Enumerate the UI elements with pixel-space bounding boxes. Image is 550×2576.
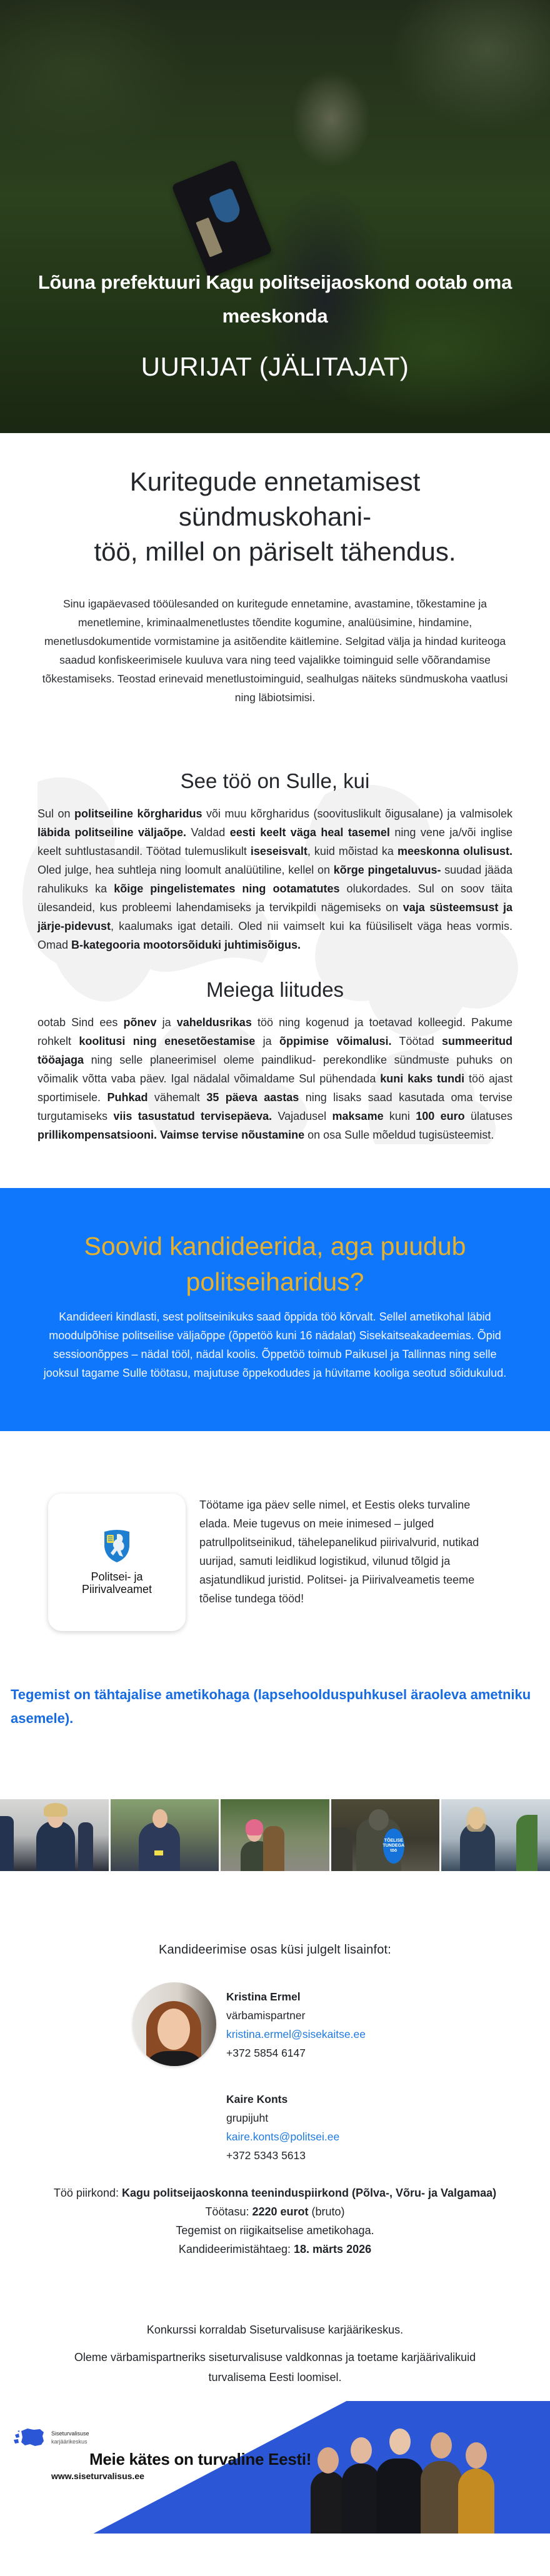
requirements-section — [0, 707, 550, 1188]
body-text: ja — [255, 1035, 280, 1047]
emphasis-text: meeskonna olulisust. — [397, 845, 512, 857]
position-status: Tegemist on riigikaitselise ametikohaga. — [176, 2224, 374, 2237]
banner-slogan: Meie kätes on turvaline Eesti! — [89, 2450, 312, 2469]
job-title: UURIJAT (JÄLITAJAT) — [141, 352, 409, 381]
organizer-line: Konkurssi korraldab Siseturvalisuse karjäärikeskus. — [146, 2324, 404, 2336]
about-section — [0, 1431, 550, 1631]
emphasis-text: Puhkad — [107, 1091, 148, 1104]
emphasis-text: kõrge pingetaluvus- — [333, 864, 441, 876]
ppa-coat-of-arms-icon — [103, 1529, 131, 1563]
emphasis-text: iseseisvalt — [250, 845, 308, 857]
career-center-url[interactable]: www.siseturvalisus.ee — [51, 2471, 144, 2481]
career-center-logo — [12, 2427, 89, 2449]
ppa-logo-card — [48, 1494, 186, 1631]
logo-line: Piirivalveamet — [81, 1583, 152, 1595]
contact-phone: +372 5343 5613 — [226, 2149, 306, 2162]
work-region — [50, 2184, 500, 2202]
emphasis-text: prillikompensatsiooni. Vaimse tervise nõustamine — [38, 1129, 305, 1141]
contact-card — [132, 1982, 408, 2066]
cta-heading: Soovid kandideerida, aga puudub politseiharidus? — [84, 1232, 466, 1296]
label: Töötasu: — [205, 2205, 252, 2218]
photo-officer-suit — [0, 1799, 109, 1871]
emphasis-text: vaja süsteemsust ja järje-pidevust — [38, 901, 512, 932]
body-text: Töötad — [391, 1035, 442, 1047]
body-text: Vajadusel — [272, 1110, 332, 1122]
team-photo-strip — [0, 1799, 550, 1871]
hero-text — [0, 266, 550, 382]
body-text: ülatuses — [464, 1110, 513, 1122]
intro-body: Sinu igapäevased tööülesanded on kuritegude ennetamine, avastamine, tõkestamine ja menetlemine, kriminaalmenetlustes tõendite kogumine, analüüsimine, hindamine, menetlusdokumentide vormistamine ja asitõendite käitlemine. Selgitad välja ja hindad kuriteoga saadud konfiskeerimisele kuuluva vara ning teed vajalikke toiminguid selle võõrandamise tõkestamiseks. Teostad erinevaid menetlustoiminguid, sealhulgas näiteks sündmuskoha vaatlusi ning läbiotsimisi. — [42, 597, 508, 704]
label: Kandideerimistähtaeg: — [178, 2243, 294, 2255]
body-text: ning vene ja/või inglise keelt suhtlustasandil. Töötad tulemuslikult — [38, 826, 512, 857]
organizer-line: Oleme värbamispartneriks siseturvalisuse valdkonnas ja toetame karjäärivalikuid — [74, 2351, 476, 2364]
no-education-cta-section — [0, 1188, 550, 1431]
contact-info — [226, 2085, 339, 2165]
body-text: suudad jääda rahulikuks ka — [38, 864, 512, 895]
body-text: vähemalt — [148, 1091, 207, 1104]
body-text: töö ajast sportimisele. — [38, 1072, 513, 1104]
intro-heading-line: Kuritegude ennetamisest — [129, 467, 421, 496]
banner-people-image — [311, 2445, 504, 2534]
estonia-map-icon — [12, 2427, 48, 2449]
toelise-tundega-badge — [383, 1829, 404, 1864]
photo-patrol-officer — [111, 1799, 219, 1871]
label: Töö piirkond: — [53, 2187, 122, 2199]
temporary-position-notice — [0, 1631, 550, 1730]
benefits-heading: Meiega liitudes — [206, 978, 344, 1001]
body-text: on osa Sulle mõeldud tugisüsteemist. — [304, 1129, 494, 1141]
requirements-heading: See töö on Sulle, kui — [180, 769, 370, 792]
job-facts — [0, 2184, 550, 2259]
contact-email-link[interactable]: kaire.konts@politsei.ee — [226, 2130, 340, 2143]
application-deadline — [50, 2240, 500, 2259]
emphasis-text: summeeritud tööajaga — [38, 1035, 513, 1066]
contact-phone: +372 5854 6147 — [226, 2047, 306, 2059]
body-text: kuni — [383, 1110, 416, 1122]
emphasis-text: kuni kaks tundi — [380, 1072, 465, 1085]
benefits-text — [38, 1013, 512, 1144]
contact-role: grupijuht — [226, 2112, 269, 2124]
body-text: ootab Sind ees — [38, 1016, 124, 1029]
emphasis-text: õppimise võimalusi. — [279, 1035, 392, 1047]
body-text: Sul on — [38, 807, 74, 820]
contact-card — [132, 2085, 408, 2165]
organizer-line: turvalisema Eesti loomisel. — [208, 2371, 342, 2384]
emphasis-text: koolitusi ning enesetõestamise — [79, 1035, 256, 1047]
body-text: ning selle planeerimisel oleme paindlikud- perekondlike sündmuste puhuks on võimalik võtta vaba päev. Igal nädalal võimaldame Sul pühendada — [38, 1054, 512, 1085]
emphasis-text: läbida politseiline väljaõpe. — [38, 826, 187, 839]
requirements-text — [38, 804, 512, 954]
contact-role: värbamispartner — [226, 2009, 306, 2022]
badge-text: TÕELISE — [384, 1839, 403, 1843]
body-text: Valdad — [186, 826, 230, 839]
body-text: ning lisaks saad kasutada oma tervise turgutamiseks — [38, 1091, 512, 1122]
emphasis-text: 100 euro — [416, 1110, 465, 1122]
contact-email-link[interactable]: kristina.ermel@sisekaitse.ee — [226, 2028, 366, 2040]
notice-text: Tegemist on tähtajalise ametikohaga (lapsehoolduspuhkusel äraoleva ametniku asemele). — [11, 1687, 531, 1726]
photo-officer-with-dog — [221, 1799, 329, 1871]
body-text: , kuid mõistad ka — [307, 845, 398, 857]
about-text: Töötame iga päev selle nimel, et Eestis oleks turvaline elada. Meie tugevus on meie inimesed – julged patrullpolitseinikud, tähelepanelikud piirivalvurid, nutikad uurijad, samuti leidlikud logistikud, vilunud tõlgid ja asjatundlikud juristid. Politsei- ja Piirivalveametis teeme tõelise tundega tööd! — [199, 1499, 479, 1605]
emphasis-text: politseiline kõrgharidus — [74, 807, 202, 820]
badge-text: TUNDEGA — [382, 1844, 405, 1848]
body-text: olukordades. Sul on soov täita ülesandeid, kus probleemi lahendamiseks ja tervikpildi nägemiseks on — [38, 882, 512, 914]
avatar-spacer — [132, 2085, 216, 2165]
contact-name: Kristina Ermel — [226, 1990, 301, 2003]
intro-heading-line: sündmuskohani- — [178, 502, 372, 531]
photo-office-officer — [441, 1799, 550, 1871]
contact-name: Kaire Konts — [226, 2093, 288, 2105]
suffix: (bruto) — [308, 2205, 345, 2218]
organizer-description — [0, 2347, 550, 2387]
organizer-section — [0, 2320, 550, 2387]
body-text: , kaalumaks igat detaili. Oled nii vaimselt kui ka füüsiliselt väga heas vormis. Omad — [38, 920, 512, 951]
photo-special-forces — [331, 1799, 440, 1871]
emphasis-text: kõige pingelistemates ning ootamatutes — [114, 882, 340, 895]
intro-section — [0, 433, 550, 707]
contacts-section — [0, 1871, 550, 2259]
emphasis-text: viis tasustatud tervisepäeva. — [113, 1110, 272, 1122]
hero-banner — [0, 0, 550, 433]
body-text: või muu kõrgharidus (soovituslikult õigusalane) ja valmisolek — [202, 807, 512, 820]
emphasis-text: eesti keelt väga heal tasemel — [229, 826, 390, 839]
emphasis-text: põnev — [123, 1016, 157, 1029]
logo-line: Politsei- ja — [91, 1570, 143, 1583]
emphasis-text: B-kategooria mootorsõiduki juhtimisõigus. — [71, 939, 301, 951]
logo-line: karjäärikeskus — [51, 2439, 88, 2445]
ppa-logo-name — [82, 1570, 152, 1595]
body-text: töö ning kogenud ja toetavad kolleegid. Pakume rohkelt — [38, 1016, 512, 1047]
footer-banner — [0, 2401, 550, 2534]
hero-title: Lõuna prefektuuri Kagu politseijaoskond ootab oma meeskonda — [38, 271, 512, 327]
value: 18. märts 2026 — [294, 2243, 372, 2255]
contacts-intro: Kandideerimise osas küsi julgelt lisainfot: — [158, 1943, 392, 1957]
badge-text: töö — [390, 1849, 398, 1853]
contact-info — [226, 1982, 366, 2066]
cta-body: Kandideeri kindlasti, sest politseinikuks saad õppida töö kõrvalt. Sellel ametikohal läbid moodulpõhise politseilise väljaõppe (õppetöö kuni 16 nädalat) Sisekaitseakadeemias. Õpid sessioonõppes – nädal tööl, nädal koolis. Õppetöö toimub Paikusel ja Tallinnas ning selle jooksul tagame Sulle töötasu, majutuse õppekodudes ja hüvitame kooliga seotud sõidukulud. — [43, 1310, 507, 1379]
body-text: Oled julge, hea suhtleja ning loomult analüütiline, kellel on — [38, 864, 334, 876]
body-text: ja — [156, 1016, 177, 1029]
emphasis-text: maksame — [332, 1110, 384, 1122]
emphasis-text: vaheldusrikas — [176, 1016, 252, 1029]
intro-heading — [38, 464, 512, 569]
value: 2220 eurot — [252, 2205, 309, 2218]
contact-list — [132, 1982, 408, 2165]
emphasis-text: 35 päeva aastas — [206, 1091, 299, 1104]
value: Kagu politseijaoskonna teeninduspiirkond (Põlva-, Võru- ja Valgamaa) — [121, 2187, 497, 2199]
avatar — [132, 1982, 216, 2066]
logo-line: Siseturvalisuse — [51, 2430, 89, 2437]
salary — [50, 2202, 500, 2221]
intro-heading-line: töö, millel on päriselt tähendus. — [94, 537, 456, 566]
